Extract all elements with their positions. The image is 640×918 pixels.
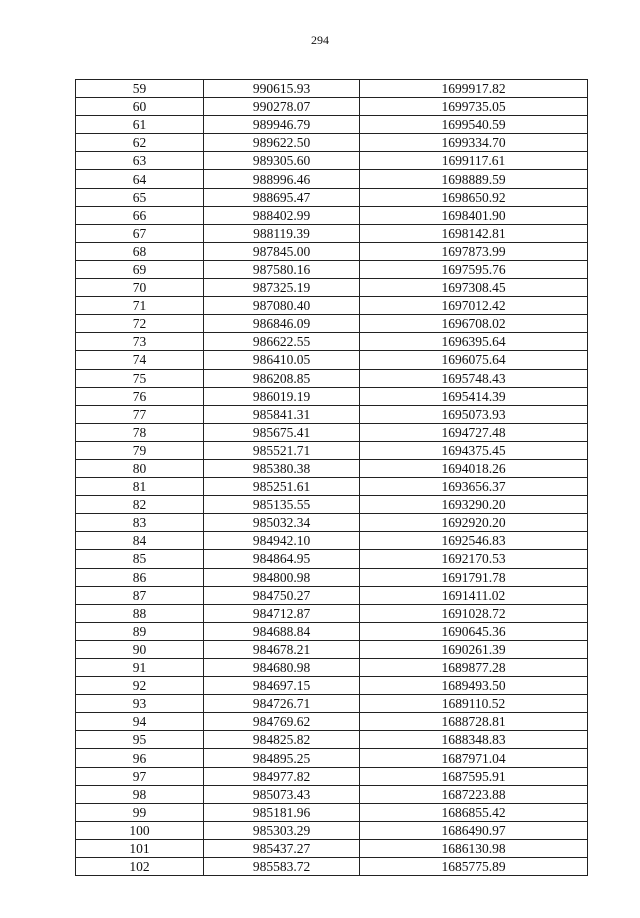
table-row bbox=[76, 622, 588, 640]
x-coordinate-cell: 985181.96 bbox=[204, 803, 360, 821]
table-body bbox=[76, 80, 588, 876]
y-coordinate-cell: 1694018.26 bbox=[360, 459, 588, 477]
y-coordinate-cell: 1698401.90 bbox=[360, 206, 588, 224]
page-number: 294 bbox=[311, 33, 329, 47]
x-coordinate-cell: 985521.71 bbox=[204, 441, 360, 459]
point-number-cell: 88 bbox=[76, 604, 204, 622]
y-coordinate-cell: 1687223.88 bbox=[360, 785, 588, 803]
table-row bbox=[76, 80, 588, 98]
table-row bbox=[76, 423, 588, 441]
y-coordinate-cell: 1698889.59 bbox=[360, 170, 588, 188]
table-row bbox=[76, 640, 588, 658]
x-coordinate-cell: 984825.82 bbox=[204, 731, 360, 749]
point-number-cell: 69 bbox=[76, 260, 204, 278]
point-number-cell: 73 bbox=[76, 333, 204, 351]
point-number-cell: 70 bbox=[76, 279, 204, 297]
y-coordinate-cell: 1699735.05 bbox=[360, 98, 588, 116]
x-coordinate-cell: 984800.98 bbox=[204, 568, 360, 586]
point-number-cell: 63 bbox=[76, 152, 204, 170]
y-coordinate-cell: 1693656.37 bbox=[360, 478, 588, 496]
table-row bbox=[76, 767, 588, 785]
y-coordinate-cell: 1699917.82 bbox=[360, 80, 588, 98]
y-coordinate-cell: 1697595.76 bbox=[360, 260, 588, 278]
x-coordinate-cell: 985841.31 bbox=[204, 405, 360, 423]
point-number-cell: 91 bbox=[76, 659, 204, 677]
point-number-cell: 64 bbox=[76, 170, 204, 188]
point-number-cell: 66 bbox=[76, 206, 204, 224]
y-coordinate-cell: 1698650.92 bbox=[360, 188, 588, 206]
table-row bbox=[76, 279, 588, 297]
y-coordinate-cell: 1689493.50 bbox=[360, 677, 588, 695]
y-coordinate-cell: 1688728.81 bbox=[360, 713, 588, 731]
table-row bbox=[76, 749, 588, 767]
point-number-cell: 87 bbox=[76, 586, 204, 604]
table-row bbox=[76, 242, 588, 260]
table-row bbox=[76, 224, 588, 242]
x-coordinate-cell: 984895.25 bbox=[204, 749, 360, 767]
point-number-cell: 94 bbox=[76, 713, 204, 731]
x-coordinate-cell: 985251.61 bbox=[204, 478, 360, 496]
x-coordinate-cell: 985073.43 bbox=[204, 785, 360, 803]
y-coordinate-cell: 1694727.48 bbox=[360, 423, 588, 441]
y-coordinate-cell: 1695748.43 bbox=[360, 369, 588, 387]
x-coordinate-cell: 989622.50 bbox=[204, 134, 360, 152]
x-coordinate-cell: 988695.47 bbox=[204, 188, 360, 206]
x-coordinate-cell: 990278.07 bbox=[204, 98, 360, 116]
table-row bbox=[76, 514, 588, 532]
x-coordinate-cell: 984769.62 bbox=[204, 713, 360, 731]
y-coordinate-cell: 1699117.61 bbox=[360, 152, 588, 170]
table-row bbox=[76, 351, 588, 369]
point-number-cell: 102 bbox=[76, 858, 204, 876]
y-coordinate-cell: 1692546.83 bbox=[360, 532, 588, 550]
x-coordinate-cell: 988996.46 bbox=[204, 170, 360, 188]
point-number-cell: 95 bbox=[76, 731, 204, 749]
y-coordinate-cell: 1688348.83 bbox=[360, 731, 588, 749]
point-number-cell: 100 bbox=[76, 821, 204, 839]
x-coordinate-cell: 990615.93 bbox=[204, 80, 360, 98]
table-row bbox=[76, 315, 588, 333]
point-number-cell: 98 bbox=[76, 785, 204, 803]
point-number-cell: 82 bbox=[76, 496, 204, 514]
table-row bbox=[76, 532, 588, 550]
x-coordinate-cell: 984750.27 bbox=[204, 586, 360, 604]
table-row bbox=[76, 116, 588, 134]
x-coordinate-cell: 986410.05 bbox=[204, 351, 360, 369]
y-coordinate-cell: 1691028.72 bbox=[360, 604, 588, 622]
x-coordinate-cell: 984680.98 bbox=[204, 659, 360, 677]
x-coordinate-cell: 986019.19 bbox=[204, 387, 360, 405]
table-row bbox=[76, 206, 588, 224]
y-coordinate-cell: 1696708.02 bbox=[360, 315, 588, 333]
x-coordinate-cell: 984942.10 bbox=[204, 532, 360, 550]
table-row bbox=[76, 695, 588, 713]
table-row bbox=[76, 731, 588, 749]
x-coordinate-cell: 984726.71 bbox=[204, 695, 360, 713]
point-number-cell: 90 bbox=[76, 640, 204, 658]
y-coordinate-cell: 1686855.42 bbox=[360, 803, 588, 821]
y-coordinate-cell: 1696075.64 bbox=[360, 351, 588, 369]
point-number-cell: 89 bbox=[76, 622, 204, 640]
table-row bbox=[76, 152, 588, 170]
table-row bbox=[76, 785, 588, 803]
x-coordinate-cell: 984678.21 bbox=[204, 640, 360, 658]
table-row bbox=[76, 677, 588, 695]
point-number-cell: 81 bbox=[76, 478, 204, 496]
point-number-cell: 93 bbox=[76, 695, 204, 713]
point-number-cell: 96 bbox=[76, 749, 204, 767]
point-number-cell: 72 bbox=[76, 315, 204, 333]
x-coordinate-cell: 984697.15 bbox=[204, 677, 360, 695]
point-number-cell: 80 bbox=[76, 459, 204, 477]
x-coordinate-cell: 989305.60 bbox=[204, 152, 360, 170]
y-coordinate-cell: 1698142.81 bbox=[360, 224, 588, 242]
x-coordinate-cell: 989946.79 bbox=[204, 116, 360, 134]
y-coordinate-cell: 1690261.39 bbox=[360, 640, 588, 658]
table-row bbox=[76, 568, 588, 586]
y-coordinate-cell: 1697012.42 bbox=[360, 297, 588, 315]
y-coordinate-cell: 1687971.04 bbox=[360, 749, 588, 767]
point-number-cell: 71 bbox=[76, 297, 204, 315]
y-coordinate-cell: 1689110.52 bbox=[360, 695, 588, 713]
x-coordinate-cell: 984977.82 bbox=[204, 767, 360, 785]
x-coordinate-cell: 988119.39 bbox=[204, 224, 360, 242]
point-number-cell: 60 bbox=[76, 98, 204, 116]
y-coordinate-cell: 1693290.20 bbox=[360, 496, 588, 514]
x-coordinate-cell: 985583.72 bbox=[204, 858, 360, 876]
y-coordinate-cell: 1699334.70 bbox=[360, 134, 588, 152]
table-row bbox=[76, 713, 588, 731]
point-number-cell: 86 bbox=[76, 568, 204, 586]
point-number-cell: 99 bbox=[76, 803, 204, 821]
table-row bbox=[76, 441, 588, 459]
y-coordinate-cell: 1694375.45 bbox=[360, 441, 588, 459]
point-number-cell: 84 bbox=[76, 532, 204, 550]
table-row bbox=[76, 478, 588, 496]
x-coordinate-cell: 985303.29 bbox=[204, 821, 360, 839]
table-row bbox=[76, 333, 588, 351]
x-coordinate-cell: 988402.99 bbox=[204, 206, 360, 224]
point-number-cell: 75 bbox=[76, 369, 204, 387]
x-coordinate-cell: 987325.19 bbox=[204, 279, 360, 297]
table-row bbox=[76, 98, 588, 116]
table-row bbox=[76, 405, 588, 423]
y-coordinate-cell: 1692920.20 bbox=[360, 514, 588, 532]
table-row bbox=[76, 858, 588, 876]
x-coordinate-cell: 986622.55 bbox=[204, 333, 360, 351]
table-row bbox=[76, 659, 588, 677]
y-coordinate-cell: 1686130.98 bbox=[360, 839, 588, 857]
y-coordinate-cell: 1695073.93 bbox=[360, 405, 588, 423]
table-row bbox=[76, 170, 588, 188]
table-row bbox=[76, 260, 588, 278]
table-row bbox=[76, 839, 588, 857]
y-coordinate-cell: 1691411.02 bbox=[360, 586, 588, 604]
point-number-cell: 78 bbox=[76, 423, 204, 441]
table-row bbox=[76, 387, 588, 405]
y-coordinate-cell: 1689877.28 bbox=[360, 659, 588, 677]
y-coordinate-cell: 1691791.78 bbox=[360, 568, 588, 586]
table-row bbox=[76, 586, 588, 604]
x-coordinate-cell: 987845.00 bbox=[204, 242, 360, 260]
x-coordinate-cell: 984712.87 bbox=[204, 604, 360, 622]
point-number-cell: 97 bbox=[76, 767, 204, 785]
y-coordinate-cell: 1686490.97 bbox=[360, 821, 588, 839]
table-row bbox=[76, 821, 588, 839]
x-coordinate-cell: 987580.16 bbox=[204, 260, 360, 278]
table-row bbox=[76, 297, 588, 315]
x-coordinate-cell: 986846.09 bbox=[204, 315, 360, 333]
table-row bbox=[76, 188, 588, 206]
y-coordinate-cell: 1696395.64 bbox=[360, 333, 588, 351]
x-coordinate-cell: 985135.55 bbox=[204, 496, 360, 514]
y-coordinate-cell: 1692170.53 bbox=[360, 550, 588, 568]
point-number-cell: 65 bbox=[76, 188, 204, 206]
table-row bbox=[76, 604, 588, 622]
x-coordinate-cell: 985437.27 bbox=[204, 839, 360, 857]
point-number-cell: 101 bbox=[76, 839, 204, 857]
point-number-cell: 62 bbox=[76, 134, 204, 152]
table-row bbox=[76, 369, 588, 387]
y-coordinate-cell: 1687595.91 bbox=[360, 767, 588, 785]
x-coordinate-cell: 984688.84 bbox=[204, 622, 360, 640]
x-coordinate-cell: 985675.41 bbox=[204, 423, 360, 441]
x-coordinate-cell: 985380.38 bbox=[204, 459, 360, 477]
point-number-cell: 67 bbox=[76, 224, 204, 242]
point-number-cell: 92 bbox=[76, 677, 204, 695]
x-coordinate-cell: 984864.95 bbox=[204, 550, 360, 568]
table-row bbox=[76, 134, 588, 152]
table-row bbox=[76, 550, 588, 568]
point-number-cell: 77 bbox=[76, 405, 204, 423]
x-coordinate-cell: 986208.85 bbox=[204, 369, 360, 387]
y-coordinate-cell: 1695414.39 bbox=[360, 387, 588, 405]
table-row bbox=[76, 459, 588, 477]
point-number-cell: 79 bbox=[76, 441, 204, 459]
y-coordinate-cell: 1699540.59 bbox=[360, 116, 588, 134]
y-coordinate-cell: 1685775.89 bbox=[360, 858, 588, 876]
x-coordinate-cell: 985032.34 bbox=[204, 514, 360, 532]
point-number-cell: 85 bbox=[76, 550, 204, 568]
point-number-cell: 68 bbox=[76, 242, 204, 260]
point-number-cell: 76 bbox=[76, 387, 204, 405]
point-number-cell: 83 bbox=[76, 514, 204, 532]
x-coordinate-cell: 987080.40 bbox=[204, 297, 360, 315]
y-coordinate-cell: 1690645.36 bbox=[360, 622, 588, 640]
table-row bbox=[76, 496, 588, 514]
coordinates-table bbox=[75, 79, 588, 876]
y-coordinate-cell: 1697873.99 bbox=[360, 242, 588, 260]
point-number-cell: 61 bbox=[76, 116, 204, 134]
point-number-cell: 74 bbox=[76, 351, 204, 369]
point-number-cell: 59 bbox=[76, 80, 204, 98]
table-row bbox=[76, 803, 588, 821]
y-coordinate-cell: 1697308.45 bbox=[360, 279, 588, 297]
